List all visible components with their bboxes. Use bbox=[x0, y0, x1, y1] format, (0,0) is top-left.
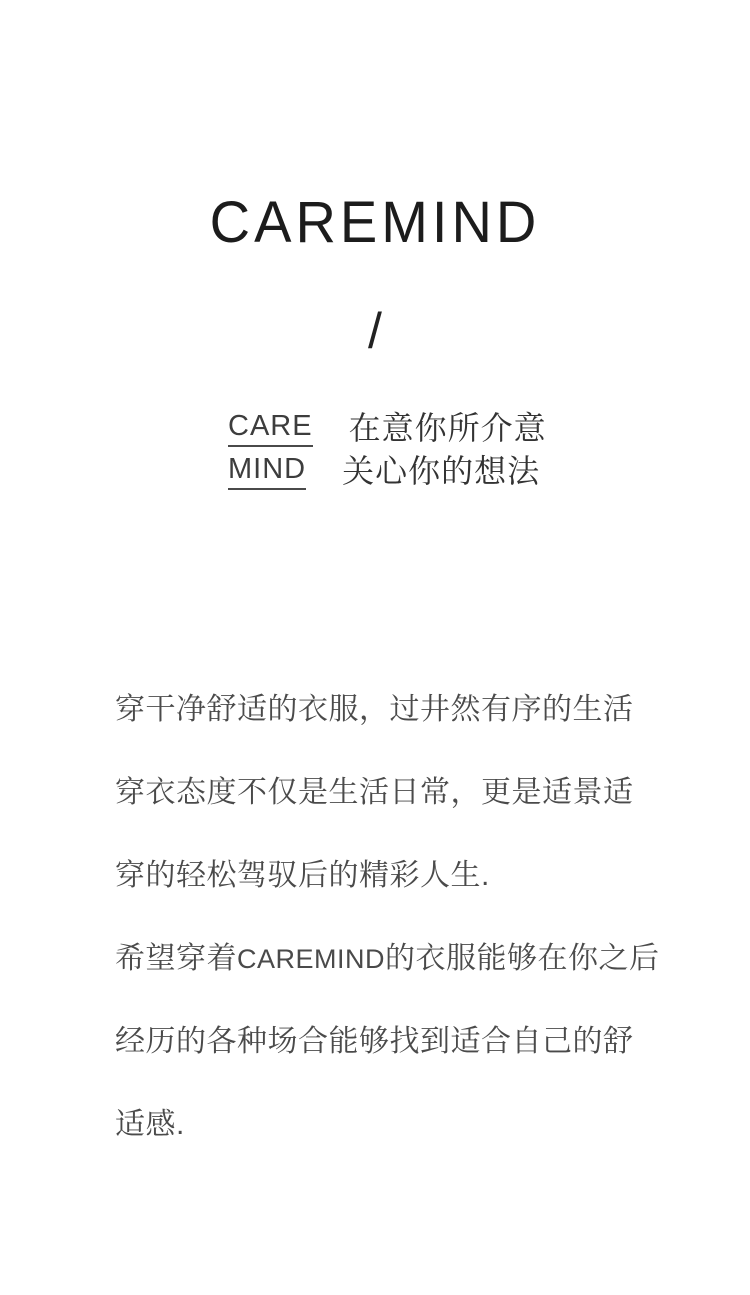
meaning-text-care: 在意你所介意 bbox=[348, 410, 547, 446]
brand-story-line-4 bbox=[115, 917, 660, 1000]
brand-story-line-3: 穿的轻松驾驭后的精彩人生. bbox=[115, 859, 490, 892]
meaning-word-mind: MIND bbox=[228, 455, 306, 490]
meaning-row-care bbox=[228, 412, 547, 455]
brand-wordmark: CAREMIND bbox=[209, 188, 541, 255]
inline-brand-name: CAREMIND bbox=[237, 944, 386, 974]
slash-divider: / bbox=[368, 303, 382, 359]
brand-story-line-1: 穿干净舒适的衣服，过井然有序的生活 bbox=[115, 693, 634, 726]
brand-meanings bbox=[228, 412, 547, 498]
brand-story-line-6: 适感. bbox=[115, 1108, 185, 1141]
brand-story-line-4-prefix: 希望穿着 bbox=[115, 942, 237, 975]
meaning-text-mind: 关心你的想法 bbox=[342, 453, 541, 489]
meaning-word-care: CARE bbox=[228, 412, 313, 447]
brand-story-line-5: 经历的各种场合能够找到适合自己的舒 bbox=[115, 1025, 634, 1058]
meaning-row-mind bbox=[228, 455, 547, 498]
brand-story-line-2: 穿衣态度不仅是生活日常，更是适景适 bbox=[115, 776, 634, 809]
brand-story-line-4-suffix: 的衣服能够在你之后 bbox=[385, 942, 660, 975]
brand-story bbox=[115, 668, 660, 1166]
